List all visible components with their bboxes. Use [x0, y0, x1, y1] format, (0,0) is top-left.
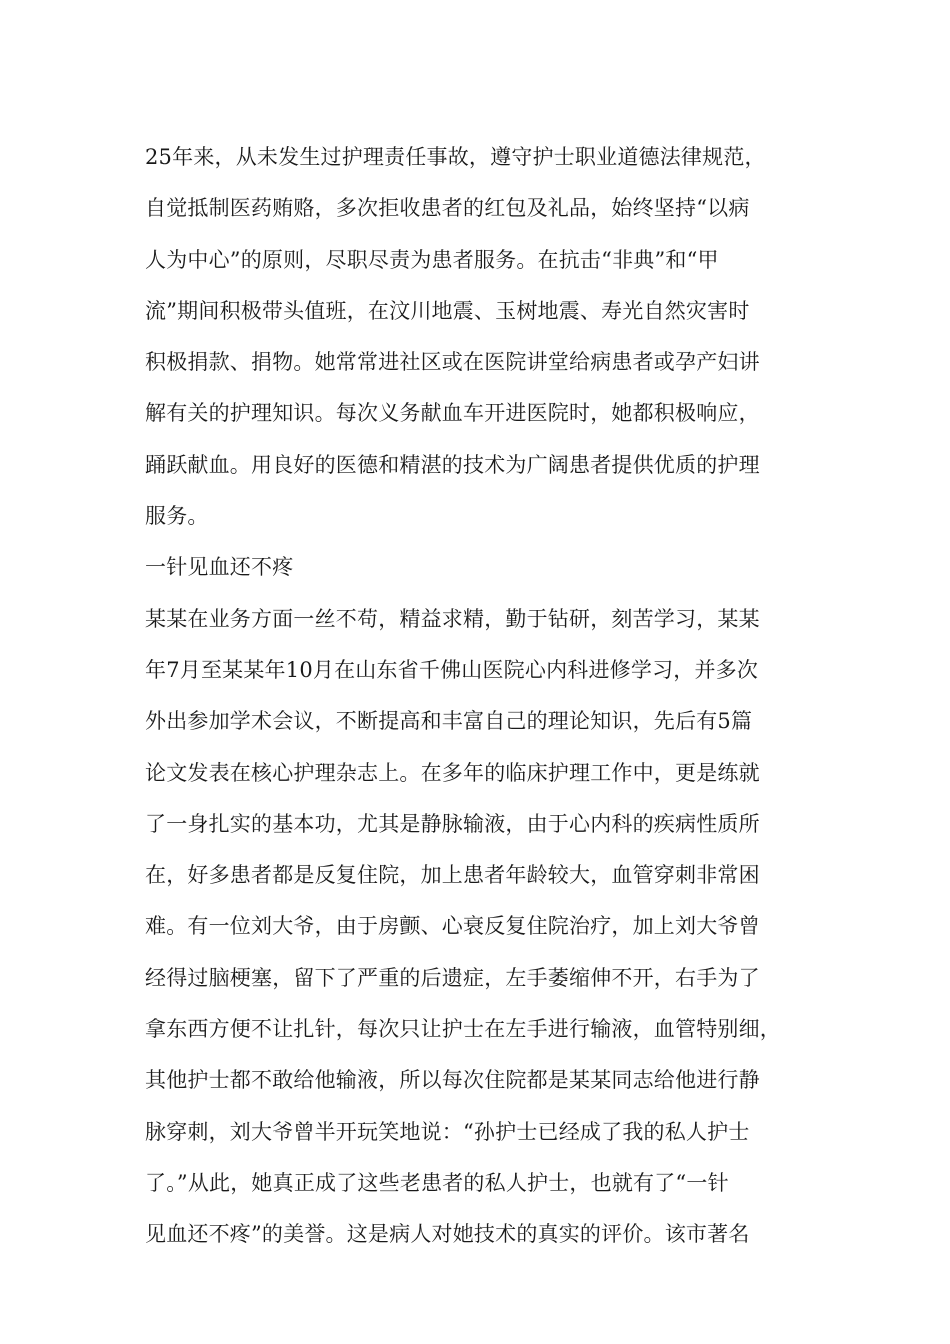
text-line: 外出参加学术会议，不断提高和丰富自己的理论知识，先后有5篇: [145, 709, 753, 734]
text-line: 经得过脑梗塞，留下了严重的后遗症，左手萎缩伸不开，右手为了: [145, 965, 760, 990]
text-line: 解有关的护理知识。每次义务献血车开进医院时，她都积极响应，: [145, 401, 760, 426]
section-heading: 一针见血还不疼: [145, 555, 294, 580]
text-line: 积极捐款、捐物。她常常进社区或在医院讲堂给病患者或孕产妇讲: [145, 350, 760, 375]
text-line: 脉穿刺，刘大爷曾半开玩笑地说：“孙护士已经成了我的私人护士: [145, 1119, 750, 1144]
body-text: [145, 132, 805, 1261]
text-line: 人为中心”的原则，尽职尽责为患者服务。在抗击“非典”和“甲: [145, 247, 719, 272]
text-line: 其他护士都不敢给他输液，所以每次住院都是某某同志给他进行静: [145, 1068, 760, 1093]
text-line: 了一身扎实的基本功，尤其是静脉输液，由于心内科的疾病性质所: [145, 811, 760, 836]
text-line: 服务。: [145, 504, 209, 529]
text-line: 难。有一位刘大爷，由于房颤、心衰反复住院治疗，加上刘大爷曾: [145, 914, 760, 939]
text-line: 25年来，从未发生过护理责任事故，遵守护士职业道德法律规范，: [145, 145, 766, 169]
text-line: 自觉抵制医药贿赂，多次拒收患者的红包及礼品，始终坚持“以病: [145, 196, 750, 221]
text-line: 年7月至某某年10月在山东省千佛山医院心内科进修学习，并多次: [145, 657, 759, 682]
text-line: 拿东西方便不让扎针，每次只让护士在左手进行输液，血管特别细，: [145, 1017, 781, 1042]
text-line: 某某在业务方面一丝不苟，精益求精，勤于钻研，刻苦学习，某某: [145, 606, 760, 631]
text-line: 见血还不疼”的美誉。这是病人对她技术的真实的评价。该市著名: [145, 1222, 750, 1247]
text-line: 流”期间积极带头值班，在汶川地震、玉树地震、寿光自然灾害时: [145, 298, 750, 323]
text-line: 论文发表在核心护理杂志上。在多年的临床护理工作中，更是练就: [145, 760, 760, 785]
text-line: 踊跃献血。用良好的医德和精湛的技术为广阔患者提供优质的护理: [145, 452, 760, 477]
text-line: 了。”从此，她真正成了这些老患者的私人护士，也就有了“一针: [145, 1170, 729, 1195]
text-line: 在，好多患者都是反复住院，加上患者年龄较大，血管穿刺非常困: [145, 863, 760, 888]
